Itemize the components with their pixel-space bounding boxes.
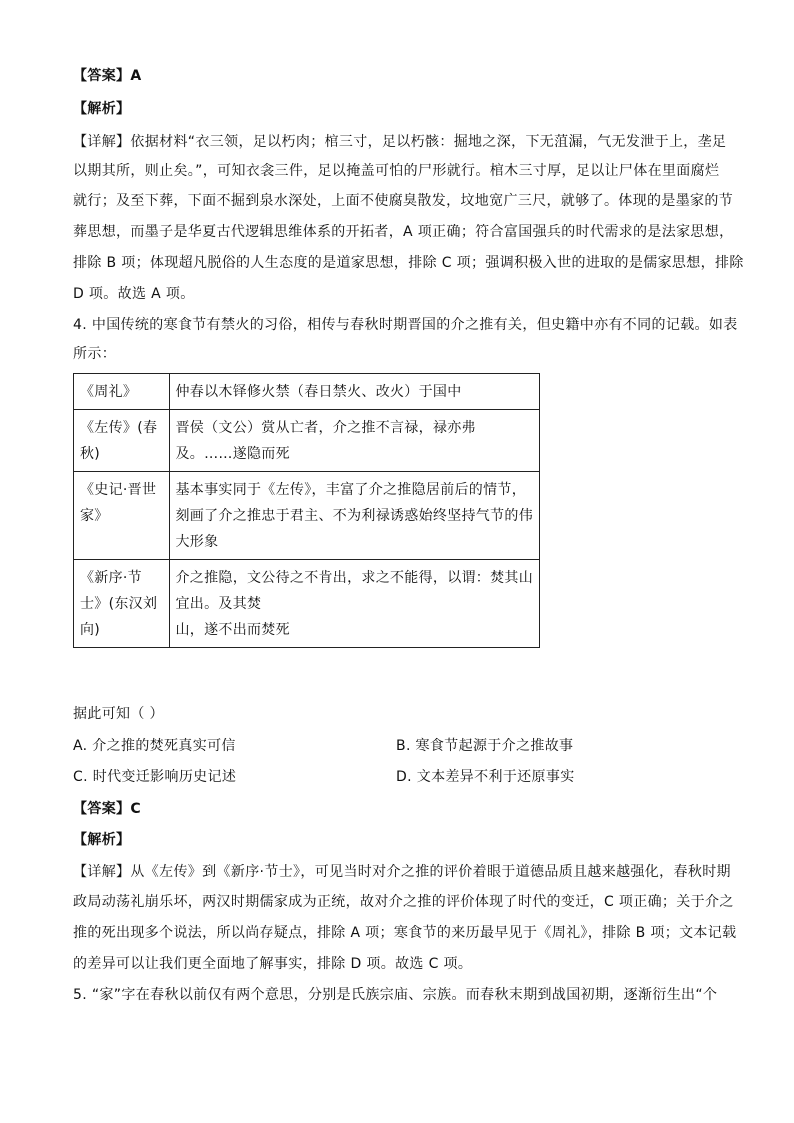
q3-detail-line: 就行；及至下葬，下面不掘到泉水深处，上面不使腐臭散发，坟地宽广三尺，就够了。体现的是墨家的节 [73,193,734,209]
cell-text: 《左传》(春 [80,420,158,436]
q3-detail-line: D 项。故选 A 项。 [73,286,195,302]
cell-text: 介之推隐，文公待之不肯出，求之不能得，以谓：焚其山 [175,570,533,586]
cell-text: 《史记·晋世 [80,482,157,498]
q4-prompt: 据此可知（ ） [73,706,164,722]
table-cell-content [169,560,540,648]
cell-text: 宜出。及其焚 [175,596,262,612]
q3-detail-line: 以期其所，则止矣。”，可知衣衾三件，足以掩盖可怕的尸形就行。棺木三寸厚，足以让尸体在里面腐烂 [73,163,720,179]
q4-analysis-label: 【解析】 [73,832,131,848]
table-cell-source [74,410,170,472]
q4-answer: 【答案】C [73,801,142,817]
q4-stem-line: 4. 中国传统的寒食节有禁火的习俗，相传与春秋时期晋国的介之推有关，但史籍中亦有不同的记载。如表 [73,317,738,333]
source-comparison-table [73,373,540,648]
cell-text: 山，遂不出而焚死 [175,622,290,638]
q4-detail-line: 推的死出现多个说法，所以尚存疑点，排除 A 项；寒食节的来历最早见于《周礼》，排除 B 项；文本记载 [73,925,737,941]
cell-text: 晋侯（文公）赏从亡者，介之推不言禄，禄亦弗 [175,420,476,436]
cell-text: 《新序·节 [80,570,142,586]
q5-stem-line: 5. “家”字在春秋以前仅有两个意思，分别是氏族宗庙、宗族。而春秋末期到战国初期，逐渐衍生出“个 [73,987,718,1003]
cell-text: 士》(东汉刘 [80,596,158,612]
cell-text: 基本事实同于《左传》，丰富了介之推隐居前后的情节， [175,482,526,498]
q3-analysis-label: 【解析】 [73,101,131,117]
cell-text: 向) [80,622,101,638]
table-row [74,560,540,648]
table-row [74,472,540,560]
cell-text: 秋) [80,446,101,462]
option-d: D. 文本差异不利于还原事实 [396,769,575,785]
cell-text: 仲春以木铎修火禁（春日禁火、改火）于国中 [175,384,462,400]
cell-text: 刻画了介之推忠于君主、不为利禄诱惑始终坚持气节的伟 [175,508,533,524]
cell-text: 及。……遂隐而死 [175,446,290,462]
option-c: C. 时代变迁影响历史记述 [73,769,237,785]
q4-stem-line: 所示： [73,346,117,362]
q3-detail-line: 【详解】依据材料“衣三领，足以朽肉；棺三寸，足以朽骸：掘地之深，下无菹漏，气无发泄于上，垄足 [73,134,727,150]
table-cell-source [74,374,170,410]
option-b: B. 寒食节起源于介之推故事 [396,738,574,754]
option-a: A. 介之推的焚死真实可信 [73,738,236,754]
q4-detail-line: 政局动荡礼崩乐坏，两汉时期儒家成为正统，故对介之推的评价体现了时代的变迁，C 项正确；关于介之 [73,894,734,910]
cell-text: 《周礼》 [80,384,138,400]
table-cell-content [169,472,540,560]
table-row [74,410,540,472]
q4-detail-line: 【详解】从《左传》到《新序·节士》，可见当时对介之推的评价着眼于道德品质且越来越强化，春秋时期 [73,864,731,880]
table-cell-source [74,560,170,648]
table-cell-content [169,410,540,472]
table-cell-source [74,472,170,560]
q4-detail-line: 的差异可以让我们更全面地了解事实，排除 D 项。故选 C 项。 [73,956,473,972]
table-row [74,374,540,410]
q3-detail-line: 排除 B 项；体现超凡脱俗的人生态度的是道家思想，排除 C 项；强调积极入世的进取的是儒家思想，排除 [73,255,744,271]
table-cell-content [169,374,540,410]
cell-text: 家》 [80,508,109,524]
q3-detail-line: 葬思想，而墨子是华夏古代逻辑思维体系的开拓者，A 项正确；符合富国强兵的时代需求的是法家思想， [73,224,734,240]
cell-text: 大形象 [175,534,219,550]
q3-answer: 【答案】A [73,68,142,84]
